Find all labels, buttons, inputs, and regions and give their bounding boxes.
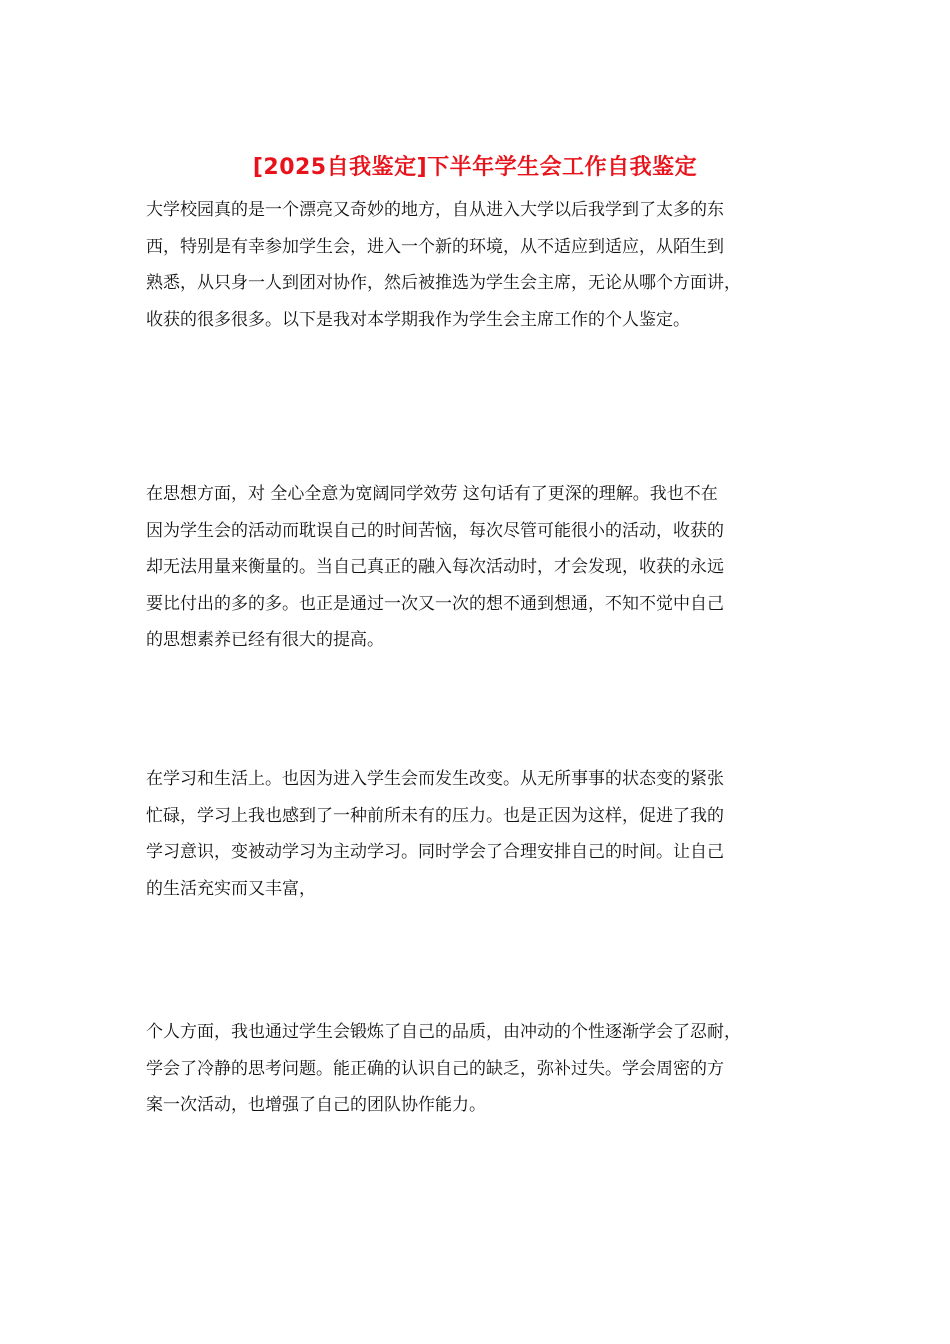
paragraph-line: 西，特别是有幸参加学生会，进入一个新的环境，从不适应到适应，从陌生到 bbox=[146, 236, 724, 257]
paragraph-line: 忙碌，学习上我也感到了一种前所未有的压力。也是正因为这样，促进了我的 bbox=[146, 805, 724, 826]
paragraph-line: 却无法用量来衡量的。当自己真正的融入每次活动时，才会发现，收获的永远 bbox=[146, 557, 724, 577]
paragraph-line: 熟悉，从只身一人到团对协作，然后被推选为学生会主席，无论从哪个方面讲， bbox=[146, 273, 741, 293]
paragraph-line: 在学习和生活上。也因为进入学生会而发生改变。从无所事事的状态变的紧张 bbox=[146, 769, 724, 789]
paragraph-line: 在思想方面，对 全心全意为宽阔同学效劳 这句话有了更深的理解。我也不在 bbox=[146, 484, 718, 504]
paragraph-study-life bbox=[146, 761, 826, 907]
paragraph-line: 因为学生会的活动而耽误自己的时间苦恼，每次尽管可能很小的活动，收获的 bbox=[146, 520, 724, 541]
paragraph-line: 学习意识，变被动学习为主动学习。同时学会了合理安排自己的时间。让自己 bbox=[146, 842, 724, 862]
paragraph-line: 的思想素养已经有很大的提高。 bbox=[146, 630, 384, 650]
paragraph-line: 个人方面，我也通过学生会锻炼了自己的品质，由冲动的个性逐渐学会了忍耐， bbox=[146, 1022, 741, 1042]
paragraph-intro bbox=[146, 192, 826, 338]
document-title: [2025自我鉴定]下半年学生会工作自我鉴定 bbox=[252, 155, 698, 180]
paragraph-line: 案一次活动，也增强了自己的团队协作能力。 bbox=[146, 1095, 486, 1115]
paragraph-thought bbox=[146, 476, 826, 659]
paragraph-line: 的生活充实而又丰富， bbox=[146, 878, 316, 899]
paragraph-line: 要比付出的多的多。也正是通过一次又一次的想不通到想通，不知不觉中自己 bbox=[146, 593, 724, 614]
paragraph-line: 学会了冷静的思考问题。能正确的认识自己的缺乏，弥补过失。学会周密的方 bbox=[146, 1058, 724, 1079]
paragraph-line: 收获的很多很多。以下是我对本学期我作为学生会主席工作的个人鉴定。 bbox=[146, 309, 690, 330]
paragraph-personal bbox=[146, 1014, 826, 1124]
paragraph-line: 大学校园真的是一个漂亮又奇妙的地方，自从进入大学以后我学到了太多的东 bbox=[146, 200, 724, 220]
